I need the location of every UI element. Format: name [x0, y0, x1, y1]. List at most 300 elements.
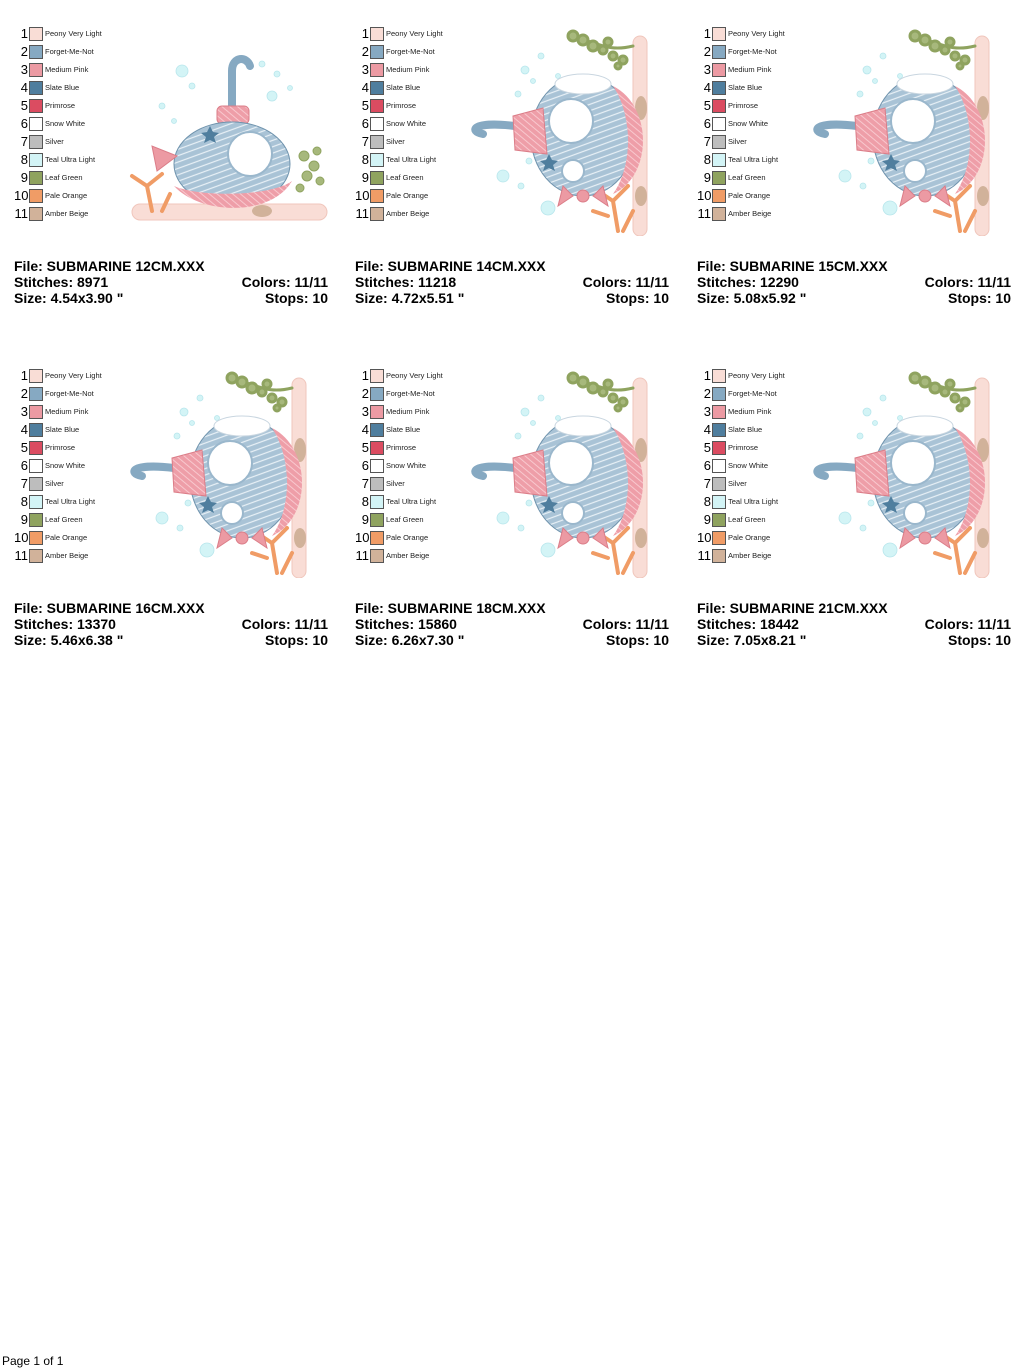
legend-row	[697, 368, 805, 386]
legend-number: 11	[697, 548, 711, 563]
legend-row	[697, 44, 805, 62]
color-swatch	[712, 423, 726, 437]
design-card	[355, 0, 673, 306]
legend-number: 4	[361, 422, 369, 437]
color-swatch	[712, 63, 726, 77]
design-size: Size: 5.08x5.92 "	[697, 290, 807, 306]
design-size: Size: 6.26x7.30 "	[355, 632, 465, 648]
color-swatch	[712, 189, 726, 203]
legend-row	[14, 530, 122, 548]
legend-number: 8	[20, 152, 28, 167]
legend-row	[355, 440, 463, 458]
legend-row	[14, 80, 122, 98]
color-swatch	[712, 369, 726, 383]
color-swatch	[370, 405, 384, 419]
color-swatch	[370, 207, 384, 221]
legend-color-name: Forget-Me-Not	[45, 47, 94, 56]
legend-row	[355, 458, 463, 476]
legend-number: 2	[361, 44, 369, 59]
design-card	[697, 342, 1015, 648]
legend-color-name: Forget-Me-Not	[386, 47, 435, 56]
legend-number: 6	[361, 458, 369, 473]
file-name: File: SUBMARINE 21CM.XXX	[697, 600, 888, 616]
design-size: Size: 4.72x5.51 "	[355, 290, 465, 306]
legend-number: 4	[361, 80, 369, 95]
color-swatch	[712, 459, 726, 473]
legend-row	[355, 548, 463, 566]
file-name: File: SUBMARINE 12CM.XXX	[14, 258, 205, 274]
legend-number: 6	[703, 116, 711, 131]
legend-number: 5	[361, 440, 369, 455]
legend-row	[697, 404, 805, 422]
legend-color-name: Leaf Green	[45, 173, 83, 182]
color-swatch	[29, 495, 43, 509]
legend-color-name: Silver	[728, 137, 747, 146]
legend-color-name: Peony Very Light	[45, 29, 102, 38]
size-line	[697, 290, 1011, 306]
legend-number: 5	[703, 98, 711, 113]
color-swatch	[712, 99, 726, 113]
legend-color-name: Peony Very Light	[386, 371, 443, 380]
stitch-count: Stitches: 13370	[14, 616, 116, 632]
legend-color-name: Peony Very Light	[728, 371, 785, 380]
color-swatch	[370, 45, 384, 59]
legend-number: 1	[20, 26, 28, 41]
design-card	[14, 0, 332, 306]
legend-color-name: Snow White	[386, 461, 427, 470]
size-line	[355, 632, 669, 648]
stitch-count: Stitches: 11218	[355, 274, 457, 290]
legend-number: 11	[697, 206, 711, 221]
stitches-line	[697, 616, 1011, 632]
design-info	[355, 600, 669, 648]
legend-number: 3	[361, 62, 369, 77]
legend-color-name: Teal Ultra Light	[728, 497, 779, 506]
legend-number: 2	[703, 386, 711, 401]
stop-count: Stops: 10	[605, 632, 669, 648]
color-swatch	[370, 117, 384, 131]
legend-color-name: Amber Beige	[386, 551, 430, 560]
design-size: Size: 4.54x3.90 "	[14, 290, 124, 306]
legend-number: 6	[20, 116, 28, 131]
legend-row	[697, 386, 805, 404]
legend-row	[355, 512, 463, 530]
file-name: File: SUBMARINE 16CM.XXX	[14, 600, 205, 616]
legend-color-name: Pale Orange	[45, 191, 88, 200]
color-swatch	[712, 117, 726, 131]
color-swatch	[370, 171, 384, 185]
legend-row	[14, 386, 122, 404]
legend-row	[14, 512, 122, 530]
submarine-artwork	[805, 368, 1015, 578]
legend-color-name: Silver	[386, 479, 405, 488]
color-swatch	[29, 387, 43, 401]
design-size: Size: 5.46x6.38 "	[14, 632, 124, 648]
legend-color-name: Pale Orange	[45, 533, 88, 542]
legend-row	[355, 404, 463, 422]
stitches-line	[14, 616, 328, 632]
legend-color-name: Snow White	[728, 119, 769, 128]
design-card	[355, 342, 673, 648]
legend-color-name: Amber Beige	[728, 209, 772, 218]
legend-row	[14, 26, 122, 44]
file-line	[355, 258, 669, 274]
legend-row	[14, 134, 122, 152]
color-swatch	[29, 369, 43, 383]
legend-row	[355, 422, 463, 440]
file-line	[697, 258, 1011, 274]
color-swatch	[29, 207, 43, 221]
color-swatch	[370, 441, 384, 455]
legend-color-name: Peony Very Light	[45, 371, 102, 380]
legend-color-name: Slate Blue	[728, 83, 763, 92]
legend-row	[697, 530, 805, 548]
legend-row	[14, 98, 122, 116]
legend-row	[14, 458, 122, 476]
legend-number: 5	[20, 440, 28, 455]
color-swatch	[370, 477, 384, 491]
legend-row	[14, 44, 122, 62]
legend-number: 5	[20, 98, 28, 113]
size-line	[697, 632, 1011, 648]
color-swatch	[712, 387, 726, 401]
color-swatch	[29, 531, 43, 545]
color-swatch	[370, 387, 384, 401]
legend-row	[14, 188, 122, 206]
file-line	[355, 600, 669, 616]
color-swatch	[29, 81, 43, 95]
color-swatch	[712, 27, 726, 41]
legend-number: 8	[361, 152, 369, 167]
file-line	[14, 600, 328, 616]
legend-color-name: Amber Beige	[45, 551, 89, 560]
legend-color-name: Primrose	[728, 443, 759, 452]
legend-row	[355, 26, 463, 44]
legend-number: 7	[703, 476, 711, 491]
legend-color-name: Primrose	[728, 101, 759, 110]
legend-number: 11	[355, 548, 369, 563]
legend-color-name: Forget-Me-Not	[728, 47, 777, 56]
legend-color-name: Leaf Green	[386, 515, 424, 524]
legend-color-name: Medium Pink	[45, 407, 89, 416]
legend-row	[697, 512, 805, 530]
color-swatch	[370, 99, 384, 113]
legend-row	[14, 548, 122, 566]
legend-number: 3	[703, 62, 711, 77]
legend-color-name: Teal Ultra Light	[728, 155, 779, 164]
legend-color-name: Slate Blue	[386, 83, 421, 92]
color-swatch	[370, 369, 384, 383]
legend-number: 3	[703, 404, 711, 419]
color-swatch	[370, 189, 384, 203]
legend-color-name: Forget-Me-Not	[386, 389, 435, 398]
legend-number: 10	[697, 188, 712, 203]
color-swatch	[370, 27, 384, 41]
legend-number: 11	[14, 206, 28, 221]
submarine-artwork	[805, 26, 1015, 236]
legend-row	[697, 188, 805, 206]
legend-color-name: Slate Blue	[45, 83, 80, 92]
color-swatch	[712, 477, 726, 491]
legend-row	[697, 170, 805, 188]
legend-number: 1	[20, 368, 28, 383]
color-swatch	[29, 99, 43, 113]
stop-count: Stops: 10	[264, 290, 328, 306]
legend-number: 1	[361, 368, 369, 383]
color-swatch	[370, 531, 384, 545]
legend-color-name: Snow White	[45, 461, 86, 470]
color-swatch	[29, 405, 43, 419]
color-swatch	[29, 423, 43, 437]
legend-color-name: Slate Blue	[728, 425, 763, 434]
color-swatch	[712, 171, 726, 185]
color-swatch	[370, 63, 384, 77]
legend-row	[355, 386, 463, 404]
legend-row	[697, 476, 805, 494]
size-line	[355, 290, 669, 306]
legend-row	[697, 80, 805, 98]
legend-color-name: Teal Ultra Light	[386, 497, 437, 506]
color-swatch	[712, 81, 726, 95]
legend-number: 8	[20, 494, 28, 509]
file-line	[697, 600, 1011, 616]
legend-number: 4	[20, 80, 28, 95]
legend-number: 7	[20, 134, 28, 149]
submarine-artwork	[122, 368, 332, 578]
stitches-line	[697, 274, 1011, 290]
legend-row	[697, 206, 805, 224]
legend-color-name: Leaf Green	[45, 515, 83, 524]
legend-row	[697, 548, 805, 566]
legend-number: 3	[361, 404, 369, 419]
legend-number: 9	[703, 512, 711, 527]
design-size: Size: 7.05x8.21 "	[697, 632, 807, 648]
color-swatch	[29, 27, 43, 41]
stop-count: Stops: 10	[947, 632, 1011, 648]
legend-color-name: Medium Pink	[386, 65, 430, 74]
legend-number: 7	[361, 476, 369, 491]
legend-number: 10	[14, 188, 29, 203]
page-footer: Page 1 of 1	[2, 1354, 64, 1368]
color-swatch	[712, 441, 726, 455]
color-count: Colors: 11/11	[924, 616, 1011, 632]
stitches-line	[14, 274, 328, 290]
color-count: Colors: 11/11	[241, 274, 328, 290]
legend-row	[14, 476, 122, 494]
color-swatch	[712, 45, 726, 59]
legend-number: 3	[20, 62, 28, 77]
legend-number: 9	[361, 512, 369, 527]
color-swatch	[29, 459, 43, 473]
legend-row	[697, 134, 805, 152]
legend-color-name: Slate Blue	[45, 425, 80, 434]
design-card	[697, 0, 1015, 306]
legend-number: 10	[14, 530, 29, 545]
legend-number: 1	[703, 368, 711, 383]
stop-count: Stops: 10	[947, 290, 1011, 306]
legend-number: 4	[703, 80, 711, 95]
legend-row	[355, 98, 463, 116]
stop-count: Stops: 10	[264, 632, 328, 648]
legend-row	[355, 116, 463, 134]
legend-color-name: Primrose	[386, 101, 417, 110]
legend-number: 2	[20, 386, 28, 401]
stitches-line	[355, 616, 669, 632]
legend-row	[697, 440, 805, 458]
legend-color-name: Pale Orange	[728, 533, 771, 542]
submarine-artwork	[463, 26, 673, 236]
legend-color-name: Silver	[728, 479, 747, 488]
legend-number: 5	[703, 440, 711, 455]
legend-color-name: Teal Ultra Light	[45, 497, 96, 506]
legend-color-name: Pale Orange	[728, 191, 771, 200]
legend-color-name: Medium Pink	[728, 65, 772, 74]
color-swatch	[29, 189, 43, 203]
size-line	[14, 290, 328, 306]
legend-row	[697, 458, 805, 476]
legend-number: 8	[703, 152, 711, 167]
legend-row	[355, 530, 463, 548]
color-swatch	[712, 207, 726, 221]
legend-number: 2	[703, 44, 711, 59]
stitches-line	[355, 274, 669, 290]
design-info	[697, 258, 1011, 306]
legend-row	[355, 476, 463, 494]
legend-row	[355, 188, 463, 206]
legend-number: 10	[355, 530, 370, 545]
legend-color-name: Primrose	[45, 443, 76, 452]
stitch-count: Stitches: 15860	[355, 616, 457, 632]
color-swatch	[29, 549, 43, 563]
color-swatch	[370, 81, 384, 95]
color-swatch	[29, 45, 43, 59]
legend-row	[14, 62, 122, 80]
color-count: Colors: 11/11	[582, 616, 669, 632]
color-swatch	[29, 441, 43, 455]
legend-row	[697, 98, 805, 116]
legend-row	[14, 494, 122, 512]
legend-number: 9	[20, 512, 28, 527]
design-card	[14, 342, 332, 648]
color-swatch	[29, 513, 43, 527]
legend-number: 1	[703, 26, 711, 41]
legend-row	[14, 440, 122, 458]
legend-number: 11	[355, 206, 369, 221]
legend-color-name: Teal Ultra Light	[386, 155, 437, 164]
color-swatch	[29, 63, 43, 77]
legend-number: 7	[20, 476, 28, 491]
legend-number: 9	[361, 170, 369, 185]
legend-number: 10	[355, 188, 370, 203]
legend-color-name: Pale Orange	[386, 533, 429, 542]
legend-color-name: Leaf Green	[728, 515, 766, 524]
color-swatch	[712, 405, 726, 419]
file-name: File: SUBMARINE 18CM.XXX	[355, 600, 546, 616]
legend-color-name: Medium Pink	[45, 65, 89, 74]
legend-color-name: Medium Pink	[728, 407, 772, 416]
legend-row	[355, 80, 463, 98]
legend-row	[355, 134, 463, 152]
color-count: Colors: 11/11	[241, 616, 328, 632]
legend-number: 6	[361, 116, 369, 131]
legend-number: 8	[703, 494, 711, 509]
file-name: File: SUBMARINE 14CM.XXX	[355, 258, 546, 274]
legend-row	[355, 170, 463, 188]
legend-row	[14, 170, 122, 188]
color-swatch	[29, 153, 43, 167]
legend-color-name: Silver	[45, 137, 64, 146]
legend-number: 2	[20, 44, 28, 59]
legend-color-name: Medium Pink	[386, 407, 430, 416]
color-swatch	[370, 459, 384, 473]
legend-color-name: Leaf Green	[728, 173, 766, 182]
color-swatch	[370, 495, 384, 509]
design-info	[697, 600, 1011, 648]
legend-number: 7	[361, 134, 369, 149]
legend-number: 1	[361, 26, 369, 41]
legend-color-name: Teal Ultra Light	[45, 155, 96, 164]
legend-row	[14, 152, 122, 170]
legend-row	[14, 368, 122, 386]
submarine-artwork	[463, 368, 673, 578]
stitch-count: Stitches: 8971	[14, 274, 109, 290]
stitch-count: Stitches: 18442	[697, 616, 799, 632]
legend-row	[14, 422, 122, 440]
design-info	[14, 600, 328, 648]
legend-row	[697, 116, 805, 134]
color-swatch	[712, 135, 726, 149]
design-info	[355, 258, 669, 306]
legend-number: 5	[361, 98, 369, 113]
legend-color-name: Forget-Me-Not	[45, 389, 94, 398]
legend-row	[697, 422, 805, 440]
legend-row	[14, 404, 122, 422]
legend-number: 9	[20, 170, 28, 185]
legend-row	[355, 152, 463, 170]
file-line	[14, 258, 328, 274]
legend-color-name: Peony Very Light	[728, 29, 785, 38]
legend-color-name: Pale Orange	[386, 191, 429, 200]
color-swatch	[370, 153, 384, 167]
legend-number: 8	[361, 494, 369, 509]
color-swatch	[712, 549, 726, 563]
legend-number: 4	[703, 422, 711, 437]
legend-color-name: Amber Beige	[45, 209, 89, 218]
legend-number: 2	[361, 386, 369, 401]
color-swatch	[370, 513, 384, 527]
legend-number: 6	[20, 458, 28, 473]
legend-number: 9	[703, 170, 711, 185]
legend-color-name: Snow White	[386, 119, 427, 128]
legend-number: 7	[703, 134, 711, 149]
legend-color-name: Slate Blue	[386, 425, 421, 434]
legend-row	[355, 44, 463, 62]
color-swatch	[370, 423, 384, 437]
legend-color-name: Primrose	[45, 101, 76, 110]
legend-row	[697, 62, 805, 80]
color-swatch	[370, 549, 384, 563]
legend-row	[355, 62, 463, 80]
legend-row	[697, 26, 805, 44]
color-swatch	[370, 135, 384, 149]
submarine-artwork	[122, 26, 332, 236]
color-swatch	[712, 531, 726, 545]
legend-row	[14, 206, 122, 224]
legend-row	[697, 152, 805, 170]
stitch-count: Stitches: 12290	[697, 274, 799, 290]
legend-number: 11	[14, 548, 28, 563]
color-swatch	[712, 513, 726, 527]
